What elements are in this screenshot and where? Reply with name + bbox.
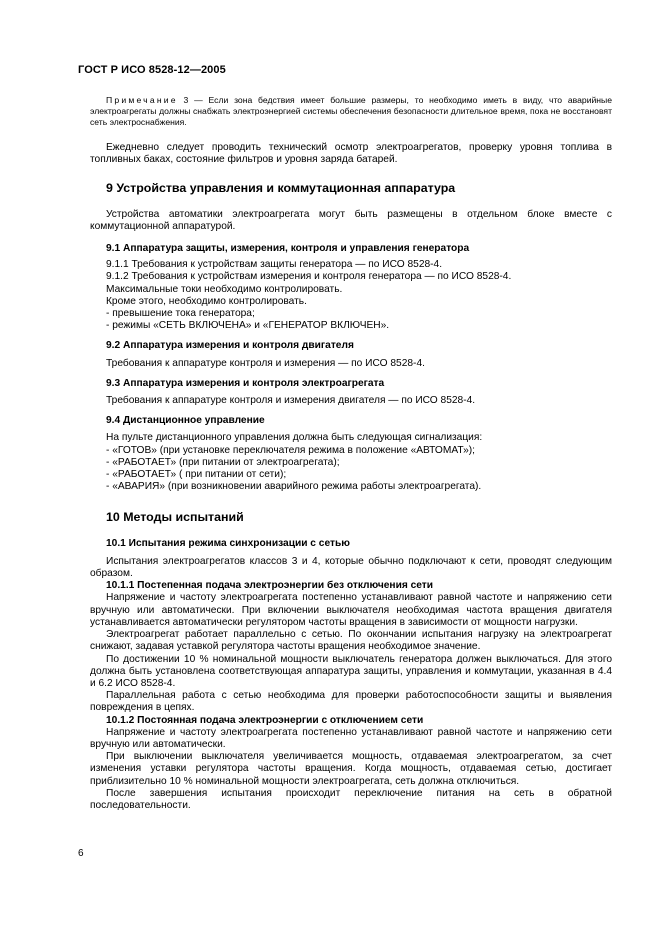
signal-list-item: - «РАБОТАЕТ» ( при питании от сети); — [106, 469, 287, 481]
section-9-2-heading: 9.2 Аппаратура измерения и контроля двигателя — [106, 340, 354, 352]
section-10-1-1-paragraph: Электроагрегат работает параллельно с сетью. По окончании испытания нагрузку на электроагрегат снижают, задавая уставкой регулятора частоты вращения необходимое значение. — [90, 629, 612, 653]
section-10-heading: 10 Методы испытаний — [106, 510, 244, 525]
section-10-1-2-paragraph: После завершения испытания происходит переключение питания на сеть в обратной последовательности. — [90, 787, 612, 811]
section-9-1-heading: 9.1 Аппаратура защиты, измерения, контроля и управления генератора — [106, 243, 470, 255]
section-9-intro: Устройства автоматики электроагрегата могут быть размещены в отдельном блоке вместе с коммутационной аппаратурой. — [90, 208, 612, 232]
section-9-1-line: - превышение тока генератора; — [106, 308, 255, 320]
section-9-4-heading: 9.4 Дистанционное управление — [106, 415, 265, 427]
page-number: 6 — [78, 848, 84, 859]
section-10-1-1-heading: 10.1.1 Постепенная подача электроэнергии без отключения сети — [106, 580, 434, 592]
signal-list-item: - «АВАРИЯ» (при возникновении аварийного режима работы электроагрегата). — [106, 481, 482, 493]
section-9-1-line: - режимы «СЕТЬ ВКЛЮЧЕНА» и «ГЕНЕРАТОР ВКЛЮЧЕН». — [106, 320, 390, 332]
intro-paragraph: Ежедневно следует проводить технический осмотр электроагрегатов, проверку уровня топлива в топливных баках, состояние фильтров и уровня заряда батарей. — [90, 142, 612, 166]
section-10-1-2-paragraph: Напряжение и частоту электроагрегата постепенно устанавливают равной частоте и напряжению сети вручную или автоматически. — [90, 726, 612, 750]
section-9-1-line: 9.1.2 Требования к устройствам измерения и контроля генератора — по ИСО 8528-4. — [106, 271, 512, 283]
section-10-1-2-paragraph: При выключении выключателя увеличивается мощность, отдаваемая электроагрегатом, за счет изменения уставки регулятора частоты вращения. Когда мощность, отдаваемая сетью, достигает приблизительно 10 % номинальной мощности электроагрегата, сеть должна отключиться. — [90, 751, 612, 787]
signal-list-item: - «РАБОТАЕТ» (при питании от электроагрегата); — [106, 456, 340, 468]
section-10-1-2-heading: 10.1.2 Постоянная подача электроэнергии с отключением сети — [106, 714, 424, 726]
section-9-3-text: Требования к аппаратуре контроля и измерения двигателя — по ИСО 8528-4. — [106, 395, 476, 407]
section-9-4-intro: На пульте дистанционного управления должна быть следующая сигнализация: — [106, 432, 483, 444]
signal-list-item: - «ГОТОВ» (при установке переключателя режима в положение «АВТОМАТ»); — [106, 444, 475, 456]
note-paragraph — [90, 95, 612, 128]
note-label: Примечание — [106, 95, 178, 105]
section-9-4-body — [106, 432, 612, 493]
section-10-1-text: Испытания электроагрегатов классов 3 и 4, которые обычно подключают к сети, проводят следующим образом. — [90, 555, 612, 580]
note-text: 3 — Если зона бедствия имеет большие размеры, то необходимо иметь в виду, что аварийные электроагрегаты должны снабжать электроэнергией системы обеспечения безопасности длительное время, пока не восстановят сеть электроснабжения. — [90, 95, 612, 127]
section-9-1-line: 9.1.1 Требования к устройствам защиты генератора — по ИСО 8528-4. — [106, 259, 443, 271]
section-10-1-1-paragraph: По достижении 10 % номинальной мощности выключатель генератора должен выключаться. Для этого должна быть установлена соответствующая аппаратура защиты, управления и коммутации, указанная в 4.4 и 6.2 ИСО 8528-4. — [90, 653, 612, 689]
section-9-heading: 9 Устройства управления и коммутационная аппаратура — [106, 181, 456, 196]
document-header: ГОСТ Р ИСО 8528-12—2005 — [78, 64, 226, 76]
section-9-2-text: Требования к аппаратуре контроля и измерения — по ИСО 8528-4. — [106, 357, 425, 369]
section-10-1-heading: 10.1 Испытания режима синхронизации с сетью — [106, 537, 350, 549]
section-10-1-1-paragraph: Параллельная работа с сетью необходима для проверки работоспособности защиты и выявления повреждения в цепях. — [90, 690, 612, 714]
page-content — [90, 95, 612, 812]
section-9-1-line: Максимальные токи необходимо контролировать. — [106, 283, 343, 295]
section-9-1-line: Кроме этого, необходимо контролировать. — [106, 295, 307, 307]
section-9-3-heading: 9.3 Аппаратура измерения и контроля электроагрегата — [106, 377, 385, 389]
section-10-1-1-paragraph: Напряжение и частоту электроагрегата постепенно устанавливают равной частоте и напряжению сети вручную или автоматически. При включении выключателя необходимая частота вращения двигателя устанавливается автоматически регулятором частоты вращения в зависимости от мощности нагрузки. — [90, 592, 612, 628]
section-9-1-body — [106, 259, 612, 332]
